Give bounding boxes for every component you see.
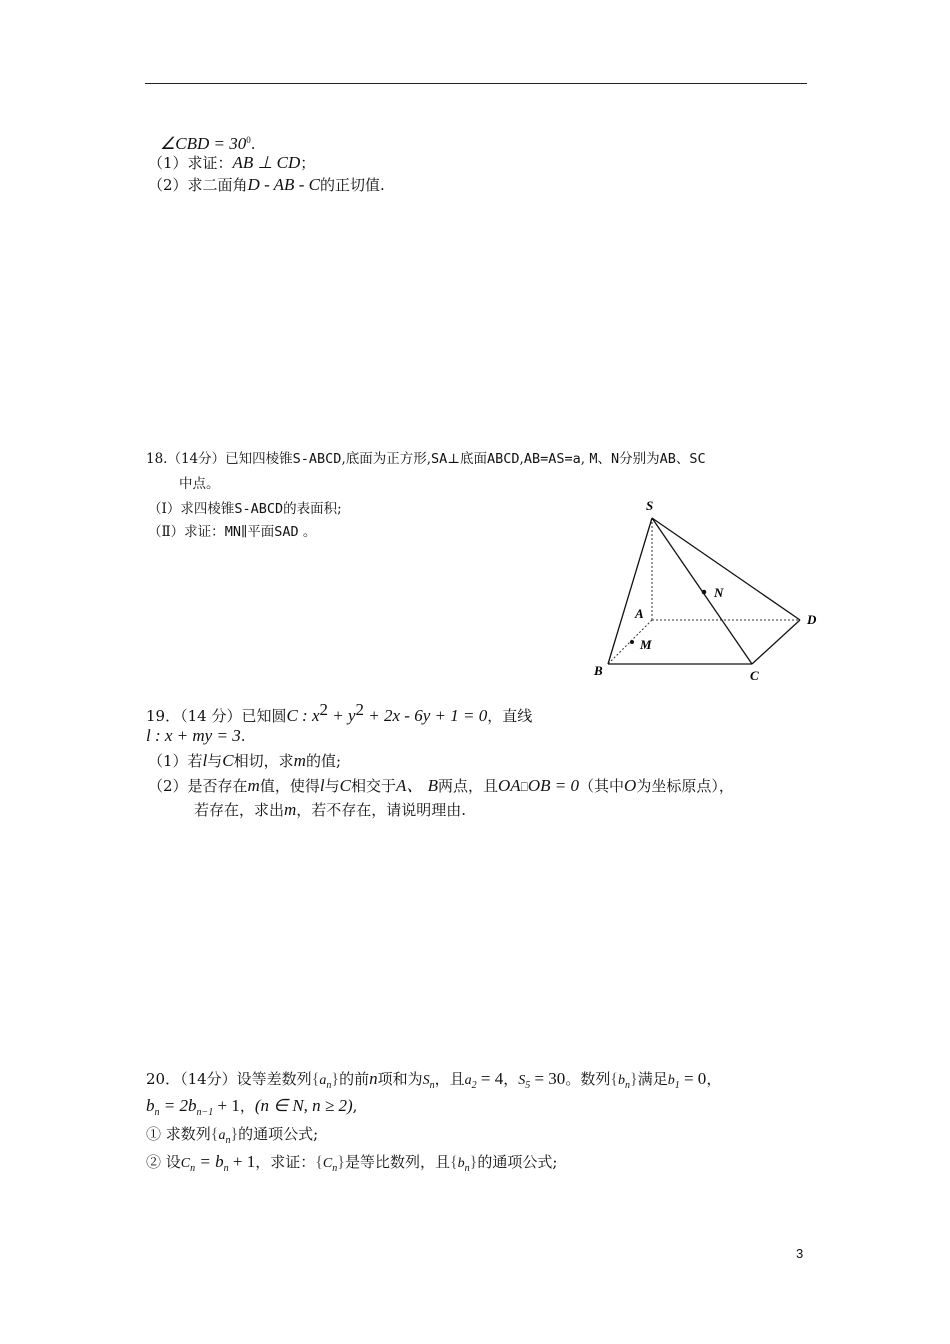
label-A: A <box>635 606 644 621</box>
point-M <box>630 640 634 644</box>
pyramid-figure <box>588 494 824 686</box>
q18-part1: （Ⅰ）求四棱锥S-ABCD的表面积; <box>148 501 342 517</box>
q19-part1: （1）若l与C相切，求m的值; <box>148 751 341 770</box>
q17-part2: （2）求二面角D - AB - C的正切值. <box>148 175 385 194</box>
label-C: C <box>750 668 759 683</box>
label-S: S <box>646 498 654 513</box>
label-M: M <box>640 637 652 652</box>
q19-statement: 19．（14 分）已知圆C : $x^2 + y^2 + 2x - 6y + 1 = 0$，直线 <box>146 700 533 725</box>
q19-line-equation: l : x + my = 3. <box>146 726 246 745</box>
label-D: D <box>807 612 817 627</box>
angle-condition: ∠CBD = $30^0$. <box>160 134 256 153</box>
q18-statement: 18.（14分）已知四棱锥S-ABCD,底面为正方形,SA⊥底面ABCD,AB=AS=a, M、N分别为AB、SC <box>146 451 706 467</box>
q20-recurrence: $b_n = 2b_{n-1} + 1$，(n ∈ N, n ≥ 2), <box>146 1096 358 1118</box>
q17-part1: （1）求证：AB ⊥ CD； <box>148 153 316 172</box>
edge-CD <box>752 620 800 664</box>
page-number: 3 <box>796 1246 804 1261</box>
q20-statement: 20．（14分）设等差数列$\{a_n\}$的前n项和为$S_n$，且$a_2 = 4$，$S_5 = 30$。数列$\{b_n\}$满足$b_1 = 0$， <box>146 1069 722 1091</box>
header-rule <box>145 83 807 84</box>
point-N <box>702 590 707 595</box>
edge-SD <box>652 518 800 620</box>
q19-part2: （2）是否存在m值，使得l与C相交于A、 B两点，且OA⎕OB = 0（其中O为坐标原点）， <box>148 776 734 795</box>
q18-statement-cont: 中点。 <box>179 476 220 492</box>
q20-part1: ① 求数列$\{a_n\}$的通项公式; <box>146 1125 319 1146</box>
label-N: N <box>714 585 724 600</box>
q18-part2: （Ⅱ）求证：MN∥平面SAD 。 <box>148 524 317 540</box>
q20-part2: ② 设$C_n = b_n + 1$，求证：$\{C_n\}$是等比数列，且$\{b_n\}$的通项公式; <box>146 1152 558 1174</box>
q19-part2-cont: 若存在，求出m，若不存在，请说明理由. <box>194 800 467 819</box>
label-B: B <box>594 663 603 678</box>
